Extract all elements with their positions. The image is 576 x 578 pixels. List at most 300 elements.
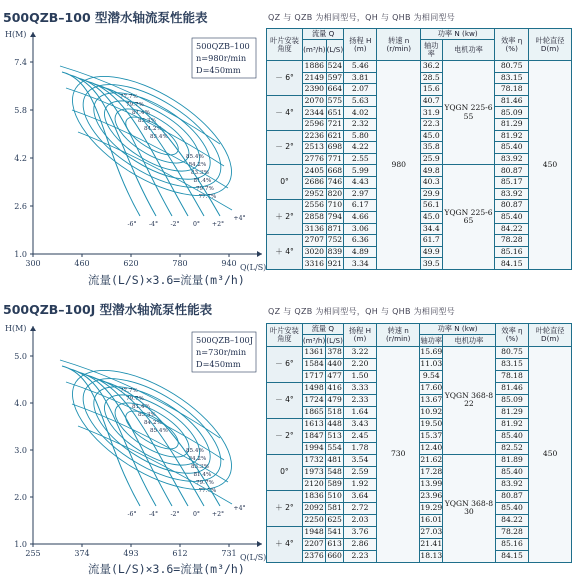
performance-table [266,28,572,270]
header-efficiency: 效率 η (%) [495,29,529,61]
head-cell: 4.43 [344,177,377,189]
head-cell: 3.33 [343,382,376,394]
x-tick-label: 374 [74,549,90,558]
shaft-power-cell: 15.69 [420,346,443,358]
info-box-line: D=450mm [196,359,241,369]
info-box-line: 500QZB–100 [196,41,250,51]
blade-angle-label: -2° [170,221,180,228]
flow-m3h-cell: 1498 [302,382,325,394]
efficiency-label: 84.2% [144,126,162,132]
shaft-power-cell: 49.8 [421,165,442,177]
head-cell: 5.80 [344,130,377,142]
header-shaft-power: 轴功率 [420,335,443,345]
header-speed: 转速 n (r/min) [377,324,420,347]
shaft-power-cell: 27.03 [420,526,443,538]
x-axis-arrow [257,541,262,547]
header-diameter: 叶轮直径 D(m) [529,29,572,61]
efficiency-cell: 81.92 [495,130,529,142]
speed-cell: 730 [377,346,420,562]
x-tick-label: 460 [74,259,90,268]
flow-ls-cell: 668 [327,165,343,175]
y-tick-label: 2.6 [14,202,27,211]
efficiency-label: 85.4% [186,154,204,160]
shaft-power-cell: 61.7 [421,235,442,247]
flow-m3h-cell: 2858 [303,211,326,223]
table-row [267,550,572,562]
table-row [267,382,572,394]
flow-m3h-cell: 2376 [302,550,325,562]
efficiency-cell: 85.16 [495,538,529,550]
head-cell: 2.07 [344,84,377,96]
flow-m3h-cell: 1724 [302,394,325,406]
flow-m3h-cell: 3136 [303,223,326,235]
efficiency-cell: 80.75 [495,61,529,73]
efficiency-cell: 83.92 [495,153,529,165]
table-row [267,430,572,442]
head-cell: 2.03 [343,514,376,526]
flow-ls-cell: 746 [327,177,343,187]
table-row [267,538,572,550]
blade-angle-label: 0° [192,221,201,228]
efficiency-label: 77.7% [120,388,138,394]
speed-cell: 980 [377,61,421,270]
y-tick-label: 7.4 [14,58,27,67]
shaft-power-cell: 11.03 [420,358,443,370]
head-cell: 4.02 [344,107,377,119]
head-cell: 1.64 [343,406,376,418]
flow-ls-cell: 581 [326,502,344,514]
blade-angle-label: +2° [211,221,225,228]
head-cell: 3.43 [343,418,376,430]
flow-ls-cell: 524 [327,61,343,71]
efficiency-label: 77.7% [198,194,217,200]
head-cell: 2.32 [344,119,377,131]
flow-ls-cell: 839 [327,246,343,256]
flow-m3h-cell: 2120 [302,478,325,490]
header-motor-power: 电机功率 [442,40,495,61]
head-cell: 2.72 [343,502,376,514]
x-axis-label: Q(L/S) [240,263,266,272]
flow-m3h-cell: 1948 [302,526,325,538]
y-axis-arrow [30,326,36,331]
head-cell: 3.06 [344,223,377,235]
shaft-power-cell: 31.9 [421,107,442,119]
efficiency-cell: 84.22 [495,223,529,235]
head-cell: 4.22 [344,142,377,154]
blade-angle-cell: － 6° [267,61,303,96]
flow-m3h-cell: 1732 [302,454,325,466]
info-box-line: D=450mm [196,65,241,75]
shaft-power-cell: 36.2 [421,61,442,73]
efficiency-label: 85.4% [150,428,168,434]
head-cell: 5.46 [344,61,377,73]
header-motor-power: 电机功率 [443,335,496,346]
flow-ls-cell: 664 [327,84,343,94]
shaft-power-cell: 22.3 [421,119,442,131]
efficiency-cell: 84.15 [495,258,529,270]
blade-angle-label: +2° [211,511,225,518]
flow-m3h-cell: 2236 [303,130,326,142]
flow-ls-cell: 660 [326,550,344,562]
flow-ls-cell: 479 [326,394,344,406]
y-tick-label: 4.2 [14,154,27,163]
efficiency-label: 83.3% [191,464,209,470]
header-flow-m3h: (m³/h) [303,40,326,61]
head-cell: 6.36 [344,235,377,247]
x-tick-label: 612 [172,549,188,558]
flow-m3h-cell: 2149 [303,72,326,84]
flow-m3h-cell: 2250 [302,514,325,526]
blade-angle-label: +4° [233,215,246,222]
y-tick-label: 1.0 [14,540,27,549]
flow-ls-cell: 548 [326,466,344,478]
table-row [267,490,572,502]
flow-ls-cell: 448 [326,418,344,430]
efficiency-cell: 83.15 [495,358,529,370]
blade-angle-cell: ＋ 2° [267,200,303,235]
efficiency-cell: 78.28 [495,235,529,247]
header-flow-m3h: (m³/h) [302,335,326,345]
flow-m3h-cell: 2405 [303,165,326,177]
flow-ls-cell: 698 [327,142,343,152]
table-row [267,358,572,370]
flow-conversion-caption: 流量(L/S)×3.6=流量(m³/h) [88,273,245,287]
efficiency-cell: 85.09 [495,107,529,119]
efficiency-label: 77.7% [198,488,217,494]
efficiency-cell: 80.87 [495,490,529,502]
table-row [267,370,572,382]
x-tick-label: 940 [221,259,237,268]
efficiency-cell: 81.29 [495,406,529,418]
y-axis-arrow [30,32,36,37]
blade-angle-cell: － 6° [267,346,303,382]
model-note: QZ 与 QZB 为相同型号，QH 与 QHB 为相同型号 [268,13,456,22]
diameter-cell: 450 [529,346,572,562]
head-cell: 2.97 [344,188,377,200]
flow-m3h-cell: 1361 [302,346,325,358]
shaft-power-cell: 40.3 [421,177,442,189]
performance-chart [0,318,266,564]
header-flow-ls: (L/S) [326,335,343,345]
shaft-power-cell: 25.9 [421,153,442,165]
shaft-power-cell: 45.0 [421,130,442,142]
shaft-power-cell: 10.92 [420,406,443,418]
head-cell: 2.20 [343,358,376,370]
flow-m3h-cell: 2686 [303,177,326,189]
flow-ls-cell: 416 [326,382,344,394]
flow-ls-cell: 621 [327,130,343,140]
shaft-power-cell: 56.1 [421,200,442,212]
blade-angle-label: +4° [233,505,246,512]
shaft-power-cell: 15.6 [421,84,442,96]
efficiency-cell: 80.75 [495,346,529,358]
y-axis-label: H(M) [5,324,27,333]
flow-m3h-cell: 1994 [302,442,325,454]
table-row [267,454,572,466]
efficiency-cell: 83.92 [495,478,529,490]
header-diameter: 叶轮直径 D(m) [529,324,572,347]
head-cell: 3.34 [344,258,377,270]
efficiency-label: 79.7% [196,186,214,192]
table-row [267,61,572,73]
flow-ls-cell: 871 [327,223,343,233]
header-power: 功率 N (kw) [420,324,495,335]
x-tick-label: 300 [25,259,41,268]
efficiency-label: 79.7% [126,102,144,108]
flow-m3h-cell: 2952 [303,188,326,200]
x-axis-arrow [257,251,262,257]
efficiency-label: 79.7% [126,396,144,402]
table-row [267,394,572,406]
flow-m3h-cell: 3020 [303,246,326,258]
efficiency-cell: 81.29 [495,119,529,131]
header-speed: 转速 n (r/min) [377,29,421,61]
shaft-power-cell: 34.4 [421,223,442,235]
flow-ls-cell: 510 [326,490,344,502]
motor-power-cell: YQGN 225-6 55 [442,61,495,165]
efficiency-cell: 82.52 [495,442,529,454]
flow-m3h-cell: 2513 [303,142,326,154]
efficiency-cell: 83.15 [495,72,529,84]
header-head: 扬程 H (m) [343,324,376,347]
efficiency-cell: 85.40 [495,430,529,442]
shaft-power-cell: 9.54 [420,370,443,382]
efficiency-cell: 84.15 [495,550,529,562]
efficiency-label: 81.4% [193,178,212,184]
blade-angle-cell: ＋ 2° [267,490,303,526]
section-500qzb-100j [0,290,576,578]
blade-angle-cell: 0° [267,454,303,490]
table-row [267,442,572,454]
flow-ls-cell: 625 [326,514,344,526]
header-power: 功率 N (kw) [421,29,495,40]
flow-m3h-cell: 1865 [302,406,325,418]
shaft-power-cell: 23.96 [420,490,443,502]
shaft-power-cell: 13.99 [420,478,443,490]
y-tick-label: 3.0 [14,446,27,455]
motor-power-cell: YQGN 368-8 22 [443,346,496,454]
table-row [267,502,572,514]
flow-ls-cell: 513 [326,430,344,442]
header-flow: 流量 Q [302,324,343,335]
flow-ls-cell: 481 [326,454,344,466]
flow-m3h-cell: 1886 [303,61,326,73]
head-cell: 2.23 [343,550,376,562]
shaft-power-cell: 21.62 [420,454,443,466]
flow-m3h-cell: 1584 [302,358,325,370]
flow-ls-cell: 541 [326,526,344,538]
efficiency-label: 83.3% [138,412,156,418]
efficiency-label: 83.3% [191,170,209,176]
efficiency-label: 84.2% [188,162,207,168]
flow-m3h-cell: 2596 [303,119,326,131]
shaft-power-cell: 35.8 [421,142,442,154]
head-cell: 6.17 [344,200,377,212]
efficiency-cell: 85.09 [495,394,529,406]
shaft-power-cell: 40.7 [421,95,442,107]
blade-angle-cell: － 4° [267,95,303,130]
head-cell: 3.22 [343,346,376,358]
header-blade-angle: 叶片安装角度 [267,324,303,347]
efficiency-label: 84.2% [144,420,162,426]
info-box-line: n=730r/min [196,347,247,357]
shaft-power-cell: 28.5 [421,72,442,84]
efficiency-cell: 85.16 [495,246,529,258]
efficiency-label: 77.7% [120,94,138,100]
header-efficiency: 效率 η (%) [495,324,529,347]
blade-angle-label: -4° [148,221,159,228]
table-row [267,526,572,538]
efficiency-cell: 85.17 [495,177,529,189]
x-tick-label: 731 [221,549,237,558]
flow-m3h-cell: 2070 [303,95,326,107]
efficiency-cell: 80.87 [495,165,529,177]
flow-m3h-cell: 2390 [303,84,326,96]
efficiency-cell: 85.40 [495,466,529,478]
x-tick-label: 493 [123,549,139,558]
y-tick-label: 4.0 [14,399,27,408]
head-cell: 2.86 [343,538,376,550]
shaft-power-cell: 15.37 [420,430,443,442]
flow-conversion-caption: 流量(L/S)×3.6=流量(m³/h) [88,562,245,576]
flow-m3h-cell: 3316 [303,258,326,270]
flow-m3h-cell: 1847 [302,430,325,442]
efficiency-cell: 81.89 [495,454,529,466]
table-row [267,346,572,358]
head-cell: 3.54 [343,454,376,466]
blade-angle-label: -2° [170,511,180,518]
shaft-power-cell: 19.50 [420,418,443,430]
head-cell: 1.50 [343,370,376,382]
blade-angle-cell: ＋ 4° [267,235,303,270]
flow-ls-cell: 651 [327,107,343,117]
flow-ls-cell: 613 [326,538,344,550]
header-blade-angle: 叶片安装角度 [267,29,303,61]
section-title: 500QZB–100J 型潜水轴流泵性能表 [3,302,213,317]
table-row [267,406,572,418]
performance-table [266,323,572,563]
efficiency-cell: 83.92 [495,188,529,200]
shaft-power-cell: 21.41 [420,538,443,550]
blade-angle-label: -4° [148,511,159,518]
efficiency-label: 79.7% [196,480,214,486]
shaft-power-cell: 19.29 [420,502,443,514]
flow-ls-cell: 752 [327,235,343,245]
y-axis-label: H(M) [5,30,27,39]
flow-ls-cell: 518 [326,406,344,418]
shaft-power-cell: 13.67 [420,394,443,406]
flow-m3h-cell: 2776 [303,153,326,165]
head-cell: 2.55 [344,153,377,165]
x-axis-label: Q(L/S) [240,553,266,562]
head-cell: 4.89 [344,246,377,258]
head-cell: 2.45 [343,430,376,442]
shaft-power-cell: 17.60 [420,382,443,394]
flow-ls-cell: 477 [326,370,344,382]
table-row [267,466,572,478]
info-box-line: n=980r/min [196,53,247,63]
flow-ls-cell: 554 [326,442,344,454]
head-cell: 1.78 [343,442,376,454]
flow-ls-cell: 794 [327,212,343,222]
efficiency-cell: 85.40 [495,502,529,514]
shaft-power-cell: 29.9 [421,188,442,200]
flow-ls-cell: 710 [327,200,343,210]
efficiency-cell: 81.92 [495,418,529,430]
head-cell: 3.81 [344,72,377,84]
efficiency-label: 85.4% [150,134,168,140]
flow-m3h-cell: 2556 [303,200,326,212]
blade-angle-label: 0° [192,511,201,518]
shaft-power-cell: 39.5 [421,258,442,270]
efficiency-cell: 84.22 [495,514,529,526]
info-box-line: 500QZB–100J [196,335,254,345]
blade-angle-cell: － 2° [267,130,303,165]
shaft-power-cell: 45.0 [421,211,442,223]
efficiency-cell: 78.18 [495,370,529,382]
header-shaft-power: 轴功率 [421,40,442,61]
head-cell: 3.64 [343,490,376,502]
flow-ls-cell: 820 [327,188,343,198]
head-cell: 2.59 [343,466,376,478]
efficiency-cell: 85.40 [495,211,529,223]
y-tick-label: 1.0 [14,250,27,259]
header-flow-ls: (L/S) [326,40,344,61]
efficiency-label: 81.4% [132,404,150,410]
flow-m3h-cell: 1836 [302,490,325,502]
head-cell: 5.63 [344,95,377,107]
efficiency-label: 83.3% [138,118,156,124]
head-cell: 2.33 [343,394,376,406]
header-flow: 流量 Q [303,29,344,40]
efficiency-cell: 81.46 [495,95,529,107]
x-tick-label: 620 [123,259,139,268]
shaft-power-cell: 16.01 [420,514,443,526]
motor-power-cell: YQGN 368-8 30 [443,454,496,562]
shaft-power-cell: 49.9 [421,246,442,258]
head-cell: 1.92 [343,478,376,490]
table-header-row [267,29,572,40]
flow-ls-cell: 440 [326,358,344,370]
flow-ls-cell: 378 [326,346,344,358]
section-title: 500QZB–100 型潜水轴流泵性能表 [3,10,208,25]
efficiency-cell: 85.40 [495,142,529,154]
flow-ls-cell: 771 [327,154,343,163]
flow-m3h-cell: 1717 [302,370,325,382]
blade-angle-cell: 0° [267,165,303,200]
performance-chart [0,24,266,274]
efficiency-label: 81.4% [193,472,212,478]
flow-ls-cell: 597 [327,72,343,82]
diameter-cell: 450 [529,61,572,270]
header-head: 扬程 H (m) [344,29,377,61]
head-cell: 3.76 [343,526,376,538]
efficiency-cell: 81.46 [495,382,529,394]
flow-ls-cell: 589 [326,478,344,490]
flow-m3h-cell: 2092 [302,502,325,514]
efficiency-label: 85.4% [186,448,204,454]
flow-m3h-cell: 2707 [303,235,326,247]
y-tick-label: 2.0 [14,493,27,502]
table-row [267,514,572,526]
motor-power-cell: YQGN 225-6 65 [442,165,495,270]
head-cell: 4.66 [344,211,377,223]
flow-ls-cell: 721 [327,119,343,129]
efficiency-cell: 78.18 [495,84,529,96]
x-tick-label: 255 [25,549,41,558]
efficiency-cell: 78.28 [495,526,529,538]
blade-angle-label: -6° [127,511,137,518]
